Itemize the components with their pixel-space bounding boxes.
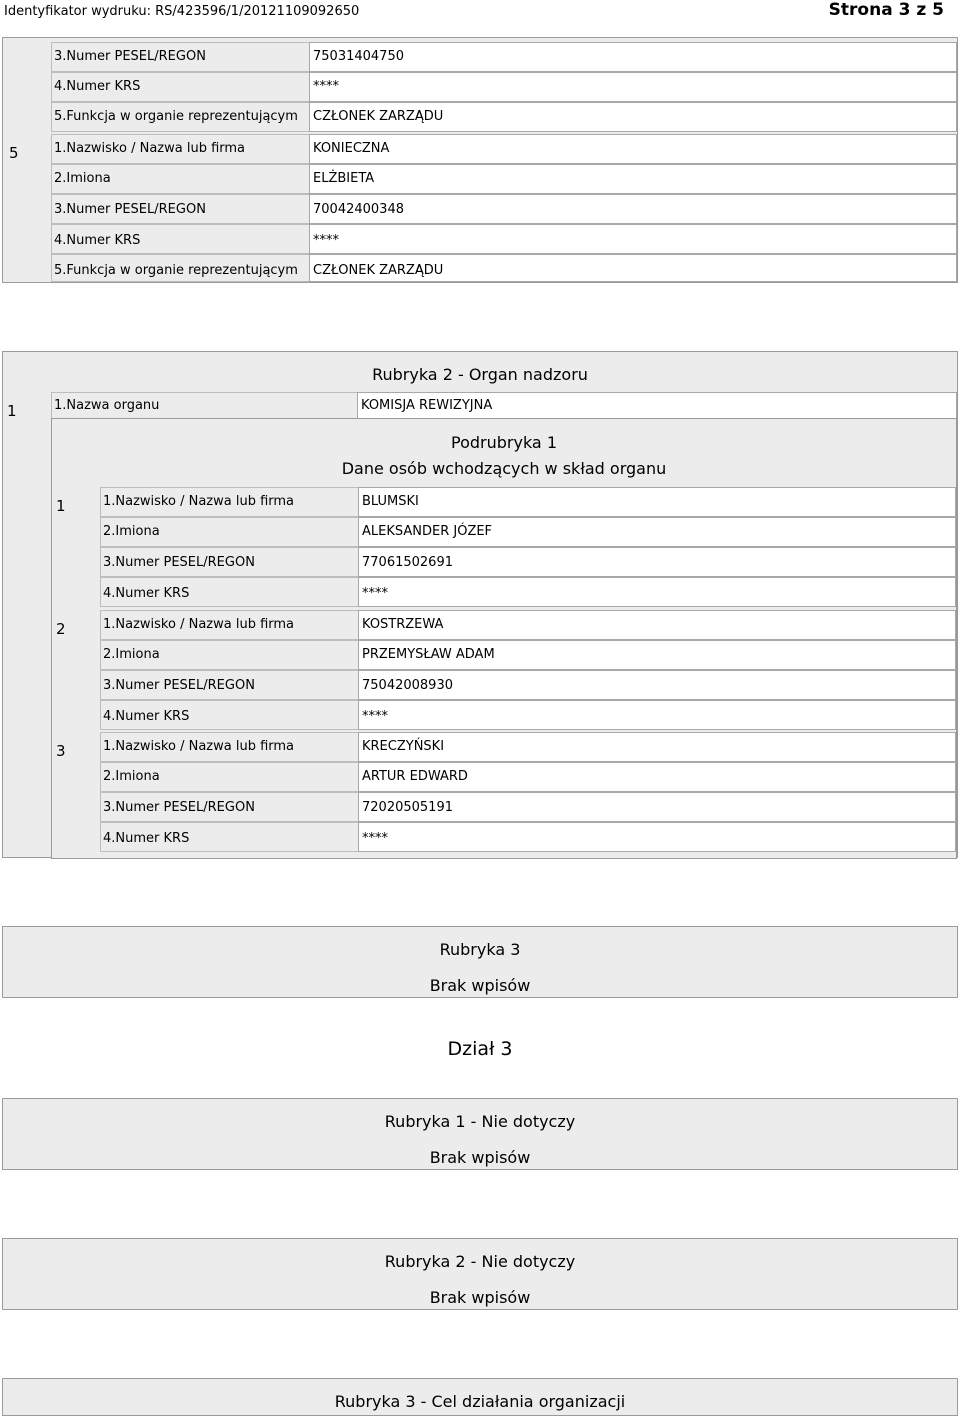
field-value: CZŁONEK ZARZĄDU bbox=[313, 109, 444, 124]
d3-rubryka2-status: Brak wpisów bbox=[429, 1288, 531, 1307]
organ-name-label: 1.Nazwa organu bbox=[54, 398, 160, 413]
member-index: 1 bbox=[56, 497, 66, 515]
section-title: Dział 3 bbox=[447, 1038, 513, 1060]
field-value: CZŁONEK ZARZĄDU bbox=[313, 263, 444, 278]
field-value: ALEKSANDER JÓZEF bbox=[362, 524, 493, 539]
value-cell bbox=[358, 577, 956, 607]
rubryka2-title: Rubryka 2 - Organ nadzoru bbox=[372, 365, 588, 384]
d3-rubryka2-title: Rubryka 2 - Nie dotyczy bbox=[384, 1252, 576, 1271]
podrubryka-title: Podrubryka 1 bbox=[451, 433, 557, 452]
value-cell bbox=[358, 732, 956, 762]
value-cell bbox=[309, 164, 957, 194]
d3-rubryka3-box bbox=[2, 1378, 958, 1416]
field-label: 3.Numer PESEL/REGON bbox=[54, 49, 206, 64]
field-value: PRZEMYSŁAW ADAM bbox=[362, 647, 495, 662]
field-label: 4.Numer KRS bbox=[103, 709, 190, 724]
page-number: Strona 3 z 5 bbox=[828, 0, 944, 20]
field-label: 2.Imiona bbox=[54, 171, 111, 186]
field-label: 4.Numer KRS bbox=[54, 79, 141, 94]
field-label: 3.Numer PESEL/REGON bbox=[103, 678, 255, 693]
field-label: 2.Imiona bbox=[103, 647, 160, 662]
field-value: KOSTRZEWA bbox=[362, 617, 444, 632]
field-value: KONIECZNA bbox=[313, 141, 390, 156]
field-label: 4.Numer KRS bbox=[103, 586, 190, 601]
field-label: 5.Funkcja w organie reprezentującym bbox=[54, 109, 298, 124]
field-label: 4.Numer KRS bbox=[54, 233, 141, 248]
field-label: 2.Imiona bbox=[103, 524, 160, 539]
member-index: 3 bbox=[56, 742, 66, 760]
value-cell bbox=[309, 224, 957, 254]
podrubryka-box bbox=[51, 418, 957, 859]
field-value: KRECZYŃSKI bbox=[362, 739, 445, 754]
representation-continuation-box bbox=[2, 37, 958, 283]
field-value: BLUMSKI bbox=[362, 494, 419, 509]
rubryka3-title: Rubryka 3 bbox=[439, 940, 521, 959]
field-label: 5.Funkcja w organie reprezentującym bbox=[54, 263, 298, 278]
field-value: 75042008930 bbox=[362, 678, 453, 693]
organ-name-value: KOMISJA REWIZYJNA bbox=[361, 398, 493, 413]
field-value: ARTUR EDWARD bbox=[362, 769, 468, 784]
rubryka2-box bbox=[2, 351, 958, 858]
value-cell bbox=[309, 42, 957, 72]
field-value: 70042400348 bbox=[313, 202, 404, 217]
field-value: **** bbox=[313, 233, 339, 248]
field-value: **** bbox=[362, 709, 388, 724]
print-header bbox=[0, 0, 960, 24]
value-cell bbox=[309, 194, 957, 224]
podrubryka-subtitle: Dane osób wchodzących w skład organu bbox=[341, 459, 667, 478]
value-cell bbox=[358, 487, 956, 517]
field-value: 77061502691 bbox=[362, 555, 453, 570]
field-value: 72020505191 bbox=[362, 800, 453, 815]
field-value: ELŻBIETA bbox=[313, 171, 375, 186]
member-index: 2 bbox=[56, 620, 66, 638]
field-label: 3.Numer PESEL/REGON bbox=[103, 555, 255, 570]
value-cell bbox=[358, 610, 956, 640]
field-value: **** bbox=[362, 831, 388, 846]
field-label: 4.Numer KRS bbox=[103, 831, 190, 846]
field-label: 2.Imiona bbox=[103, 769, 160, 784]
print-identifier: Identyfikator wydruku: RS/423596/1/20121109092650 bbox=[4, 4, 360, 19]
d3-rubryka1-box bbox=[2, 1098, 958, 1170]
field-label: 1.Nazwisko / Nazwa lub firma bbox=[103, 494, 295, 509]
field-label: 1.Nazwisko / Nazwa lub firma bbox=[103, 617, 295, 632]
d3-rubryka1-title: Rubryka 1 - Nie dotyczy bbox=[384, 1112, 576, 1131]
value-cell bbox=[358, 700, 956, 730]
d3-rubryka2-box bbox=[2, 1238, 958, 1310]
rubryka3-status: Brak wpisów bbox=[429, 976, 531, 995]
value-cell bbox=[309, 72, 957, 102]
value-cell bbox=[309, 134, 957, 164]
person-index: 5 bbox=[9, 144, 19, 162]
value-cell bbox=[358, 822, 956, 852]
d3-rubryka3-title: Rubryka 3 - Cel działania organizacji bbox=[334, 1392, 626, 1411]
d3-rubryka1-status: Brak wpisów bbox=[429, 1148, 531, 1167]
field-label: 1.Nazwisko / Nazwa lub firma bbox=[54, 141, 246, 156]
field-label: 3.Numer PESEL/REGON bbox=[54, 202, 206, 217]
field-value: **** bbox=[362, 586, 388, 601]
field-label: 3.Numer PESEL/REGON bbox=[103, 800, 255, 815]
organ-index: 1 bbox=[7, 402, 17, 420]
field-value: **** bbox=[313, 79, 339, 94]
rubryka3-box bbox=[2, 926, 958, 998]
field-label: 1.Nazwisko / Nazwa lub firma bbox=[103, 739, 295, 754]
field-value: 75031404750 bbox=[313, 49, 404, 64]
